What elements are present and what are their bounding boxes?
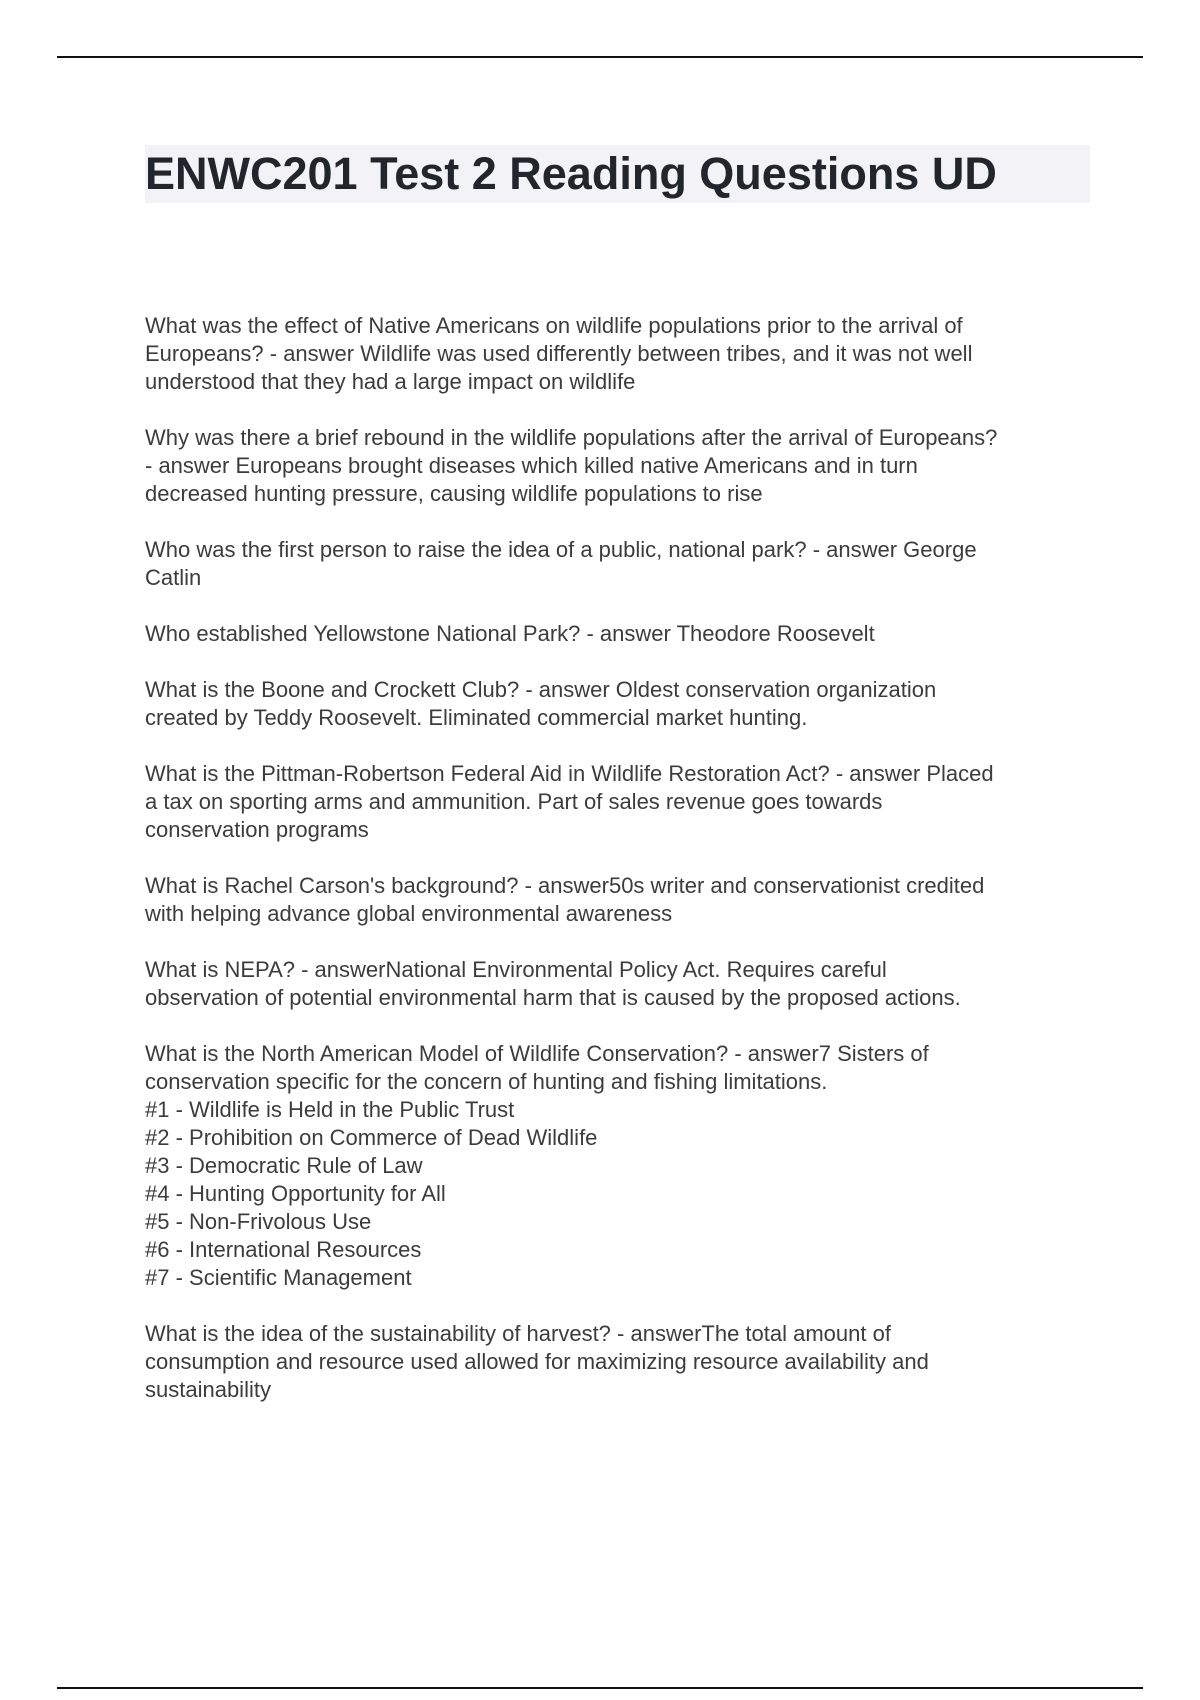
qa-line: #7 - Scientific Management xyxy=(145,1265,412,1290)
qa-line: What is NEPA? - answerNational Environmental Policy Act. Requires careful xyxy=(145,957,887,982)
qa-line: Who was the first person to raise the idea of a public, national park? - answer George xyxy=(145,537,977,562)
qa-line: created by Teddy Roosevelt. Eliminated commercial market hunting. xyxy=(145,705,808,730)
qa-line: Why was there a brief rebound in the wildlife populations after the arrival of Europeans? xyxy=(145,425,998,450)
qa-line: #5 - Non-Frivolous Use xyxy=(145,1209,372,1234)
qa-line: understood that they had a large impact on wildlife xyxy=(145,369,636,394)
qa-line: consumption and resource used allowed for maximizing resource availability and xyxy=(145,1349,929,1374)
qa-line: What is Rachel Carson's background? - answer50s writer and conservationist credited xyxy=(145,873,985,898)
qa-item xyxy=(145,872,1090,928)
qa-line: #1 - Wildlife is Held in the Public Trust xyxy=(145,1097,515,1122)
bottom-rule xyxy=(57,1687,1143,1689)
title-block xyxy=(145,145,1090,203)
qa-item xyxy=(145,424,1090,508)
page-title: ENWC201 Test 2 Reading Questions UD xyxy=(145,148,997,199)
qa-item xyxy=(145,620,1090,648)
qa-item xyxy=(145,312,1090,396)
qa-line: What is the North American Model of Wildlife Conservation? - answer7 Sisters of xyxy=(145,1041,929,1066)
qa-line: - answer Europeans brought diseases which killed native Americans and in turn xyxy=(145,453,918,478)
qa-line: observation of potential environmental harm that is caused by the proposed actions. xyxy=(145,985,961,1010)
qa-item xyxy=(145,956,1090,1012)
top-rule xyxy=(57,56,1143,58)
qa-item xyxy=(145,1040,1090,1292)
qa-line: sustainability xyxy=(145,1377,271,1402)
qa-line: a tax on sporting arms and ammunition. Part of sales revenue goes towards xyxy=(145,789,883,814)
question-answer-list xyxy=(145,312,1090,1432)
qa-line: conservation specific for the concern of hunting and fishing limitations. xyxy=(145,1069,828,1094)
qa-item xyxy=(145,760,1090,844)
qa-item xyxy=(145,1320,1090,1404)
qa-line: Catlin xyxy=(145,565,202,590)
qa-line: #4 - Hunting Opportunity for All xyxy=(145,1181,446,1206)
qa-line: decreased hunting pressure, causing wildlife populations to rise xyxy=(145,481,763,506)
qa-line: What is the Pittman-Robertson Federal Aid in Wildlife Restoration Act? - answer Placed xyxy=(145,761,994,786)
qa-line: conservation programs xyxy=(145,817,369,842)
qa-line: What is the idea of the sustainability of harvest? - answerThe total amount of xyxy=(145,1321,891,1346)
qa-line: #2 - Prohibition on Commerce of Dead Wildlife xyxy=(145,1125,598,1150)
qa-item xyxy=(145,676,1090,732)
qa-line: What is the Boone and Crockett Club? - answer Oldest conservation organization xyxy=(145,677,937,702)
qa-item xyxy=(145,536,1090,592)
qa-line: Who established Yellowstone National Park? - answer Theodore Roosevelt xyxy=(145,621,875,646)
qa-line: with helping advance global environmental awareness xyxy=(145,901,673,926)
qa-line: #3 - Democratic Rule of Law xyxy=(145,1153,423,1178)
qa-line: #6 - International Resources xyxy=(145,1237,422,1262)
qa-line: What was the effect of Native Americans on wildlife populations prior to the arrival of xyxy=(145,313,963,338)
qa-line: Europeans? - answer Wildlife was used differently between tribes, and it was not well xyxy=(145,341,973,366)
